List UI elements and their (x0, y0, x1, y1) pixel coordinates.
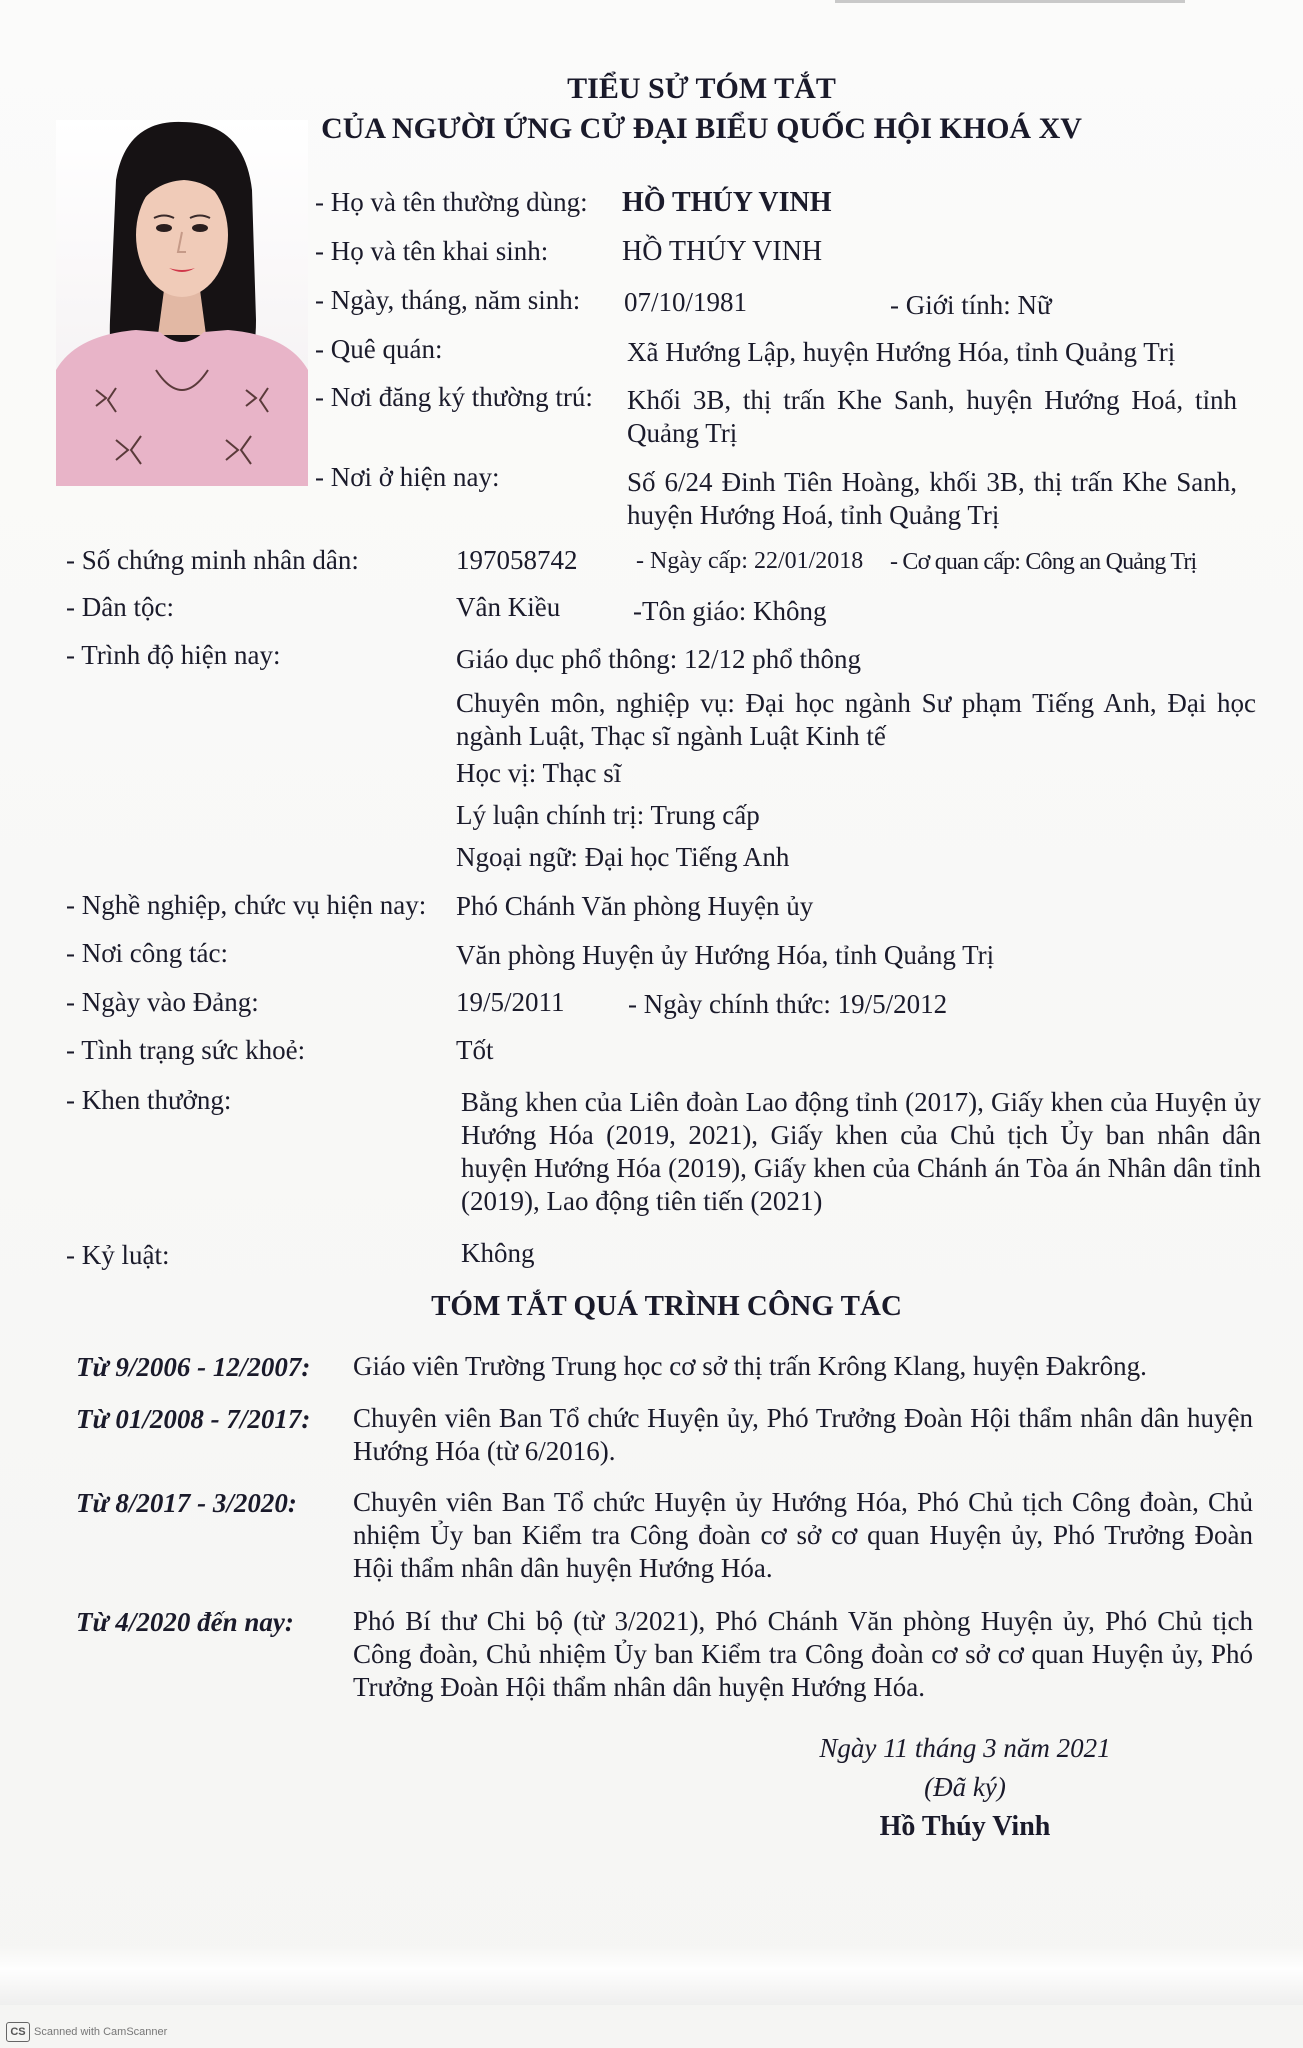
ethnicity-label: - Dân tộc: (66, 592, 174, 622)
dob-label: - Ngày, tháng, năm sinh: (315, 285, 581, 315)
education-specialty: Chuyên môn, nghiệp vụ: Đại học ngành Sư phạm Tiếng Anh, Đại học ngành Luật, Thạc sĩ ngành Luật Kinh tế (456, 688, 1256, 751)
current-address-value: Số 6/24 Đinh Tiên Hoàng, khối 3B, thị trấn Khe Sanh, huyện Hướng Hoá, tỉnh Quảng Trị (627, 467, 1237, 530)
birth-name-value: HỒ THÚY VINH (622, 236, 823, 267)
party-date-value: 19/5/2011 (456, 987, 565, 1017)
signature-date: Ngày 11 tháng 3 năm 2021 (819, 1733, 1111, 1763)
common-name-label: - Họ và tên thường dùng: (315, 187, 588, 217)
career-period: Từ 01/2008 - 7/2017: (76, 1404, 311, 1434)
id-issue-date: - Ngày cấp: 22/01/2018 (636, 548, 864, 574)
awards-value: Bằng khen của Liên đoàn Lao động tỉnh (2017), Giấy khen của Huyện ủy Hướng Hóa (2019, 2021), Giấy khen của Chủ tịch Ủy ban nhân dân huyện Hướng Hóa (2019), Giấy khen của Chánh án Tòa án Nhân dân tỉnh (2019), Lao động tiên tiến (2021) (461, 1087, 1261, 1216)
camscanner-logo-icon: CS (6, 2022, 30, 2042)
religion-value: -Tôn giáo: Không (633, 596, 827, 626)
discipline-label: - Kỷ luật: (66, 1240, 170, 1270)
education-degree: Học vị: Thạc sĩ (456, 758, 622, 788)
party-date-label: - Ngày vào Đảng: (66, 987, 259, 1017)
education-label: - Trình độ hiện nay: (66, 640, 281, 670)
dob-value: 07/10/1981 (624, 287, 748, 317)
scan-edge (0, 1945, 1303, 2005)
career-description: Giáo viên Trường Trung học cơ sở thị trấn Krông Klang, huyện Đakrông. (353, 1351, 1147, 1381)
health-value: Tốt (456, 1035, 494, 1065)
permanent-address-value: Khối 3B, thị trấn Khe Sanh, huyện Hướng Hoá, tỉnh Quảng Trị (627, 385, 1237, 448)
education-political: Lý luận chính trị: Trung cấp (456, 800, 760, 830)
health-label: - Tình trạng sức khoẻ: (66, 1035, 306, 1065)
education-general: Giáo dục phổ thông: 12/12 phổ thông (456, 644, 861, 674)
id-number-value: 197058742 (456, 545, 578, 575)
workplace-label: - Nơi công tác: (66, 938, 228, 968)
gender-value: - Giới tính: Nữ (890, 290, 1052, 320)
document-title: TIỂU SỬ TÓM TẮT (567, 72, 836, 105)
portrait-photo (56, 120, 308, 486)
career-section-title: TÓM TẮT QUÁ TRÌNH CÔNG TÁC (431, 1290, 902, 1322)
permanent-address-label: - Nơi đăng ký thường trú: (315, 382, 593, 412)
id-number-label: - Số chứng minh nhân dân: (66, 545, 359, 575)
position-label: - Nghề nghiệp, chức vụ hiện nay: (66, 890, 427, 920)
birth-name-label: - Họ và tên khai sinh: (315, 236, 549, 266)
document-subtitle: CỦA NGƯỜI ỨNG CỬ ĐẠI BIỂU QUỐC HỘI KHOÁ XV (321, 112, 1082, 145)
signatory-name: Hồ Thúy Vinh (879, 1811, 1051, 1842)
current-address-label: - Nơi ở hiện nay: (315, 462, 500, 492)
common-name-value: HỒ THÚY VINH (622, 187, 832, 218)
career-description: Phó Bí thư Chi bộ (từ 3/2021), Phó Chánh Văn phòng Huyện ủy, Phó Chủ tịch Công đoàn, Chủ nhiệm Ủy ban Kiểm tra Công đoàn cơ sở cơ quan Huyện ủy, Phó Trưởng Đoàn Hội thẩm nhân dân huyện Hướng Hóa. (353, 1606, 1253, 1702)
discipline-value: Không (461, 1238, 535, 1268)
scanner-watermark (6, 2022, 167, 2042)
ethnicity-value: Vân Kiều (456, 592, 561, 622)
party-official-date: - Ngày chính thức: 19/5/2012 (628, 989, 948, 1019)
career-period: Từ 8/2017 - 3/2020: (76, 1488, 297, 1518)
signature-status: (Đã ký) (924, 1772, 1006, 1802)
career-description: Chuyên viên Ban Tổ chức Huyện ủy, Phó Trưởng Đoàn Hội thẩm nhân dân huyện Hướng Hóa (từ 6/2016). (353, 1403, 1253, 1466)
education-language: Ngoại ngữ: Đại học Tiếng Anh (456, 842, 790, 872)
scan-edge (835, 0, 1185, 3)
scanner-text: Scanned with CamScanner (34, 2026, 168, 2038)
id-issuer: - Cơ quan cấp: Công an Quảng Trị (890, 549, 1197, 575)
career-period: Từ 9/2006 - 12/2007: (76, 1352, 311, 1382)
hometown-label: - Quê quán: (315, 334, 443, 364)
awards-label: - Khen thưởng: (66, 1085, 232, 1115)
career-period: Từ 4/2020 đến nay: (76, 1607, 294, 1637)
hometown-value: Xã Hướng Lập, huyện Hướng Hóa, tỉnh Quảng Trị (627, 337, 1176, 367)
position-value: Phó Chánh Văn phòng Huyện ủy (456, 891, 814, 921)
career-description: Chuyên viên Ban Tổ chức Huyện ủy Hướng Hóa, Phó Chủ tịch Công đoàn, Chủ nhiệm Ủy ban Kiểm tra Công đoàn cơ sở cơ quan Huyện ủy, Phó Trưởng Đoàn Hội thẩm nhân dân huyện Hướng Hóa. (353, 1487, 1253, 1583)
workplace-value: Văn phòng Huyện ủy Hướng Hóa, tỉnh Quảng Trị (456, 940, 995, 970)
